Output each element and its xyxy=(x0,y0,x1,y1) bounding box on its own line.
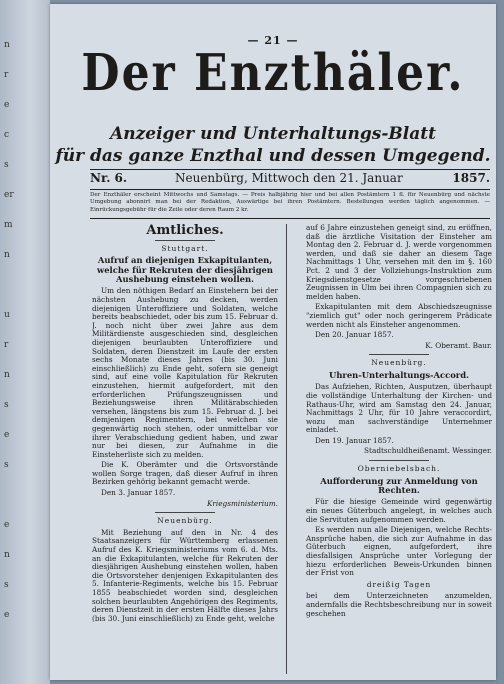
article-signature: Kriegsministerium. xyxy=(206,498,278,508)
article-paragraph: Exkapitulanten mit dem Abschiedszeugnisse "ziemlich gut" oder noch geringerem Prädicate werden nicht als Einsteher angenommen. xyxy=(306,302,492,329)
subtitle-line-1: Anzeiger und Unterhaltungs-Blatt xyxy=(110,124,436,144)
article-paragraph: Mit Beziehung auf den in Nr. 4 des Staatsanzeigers für Württemberg erlassenen Aufruf des K. Kriegsministeriums vom 6. d. Mts. an die Exkapitulanten, welche für Rekruten der diesjährigen Aushebung einstehen wollen, haben die Ortsvorsteher denjenigen Exkapitulanten des 5. Infanterie-Regiments, welche bis 15. Februar 1855 beabschiedet worden sind, desgleichen solchen beurlaubten Angehörigen des Regiments, deren Dienstzeit in der ersten Hälfte dieses Jahrs (bis 30. Juni einschließlich) zu Ende geht, welche xyxy=(92,527,278,623)
gutter-text-fragment: n xyxy=(4,250,10,260)
article-signature: Stadtschuldheißenamt. Wessinger. xyxy=(364,446,492,456)
article-paragraph: Es werden nun alle Diejenigen, welche Rechts-Ansprüche haben, die sich zur Aufnahme in das Güterbuch eignen, aufgefordert, ihre diesfallsigen Ansprüche unter Vorlegung der hiezu erforderlichen Beweis-Urkunden binnen der Frist von xyxy=(306,525,492,578)
gutter-text-fragment: n xyxy=(4,550,10,560)
gutter-text-fragment: s xyxy=(4,580,9,590)
page-number: — 21 — xyxy=(247,34,299,47)
article-paragraph: Um den nöthigen Bedarf an Einstehern bei der nächsten Aushebung zu decken, werden diejenigen Unteroffiziere und Soldaten, welche bereits beabschiedet, oder bis zum 15. Februar d. J. noch nicht über zwei Jahre aus dem Militärdienste ausgeschieden sind, desgleichen diejenigen beurlaubten Unteroffiziere und Soldaten, deren Dienstzeit im Laufe der ersten sechs Monate dieses Jahres (bis 30. Juni einschließlich) zu Ende geht, sofern sie geneigt sind, auf eine volle Kapitulation für Rekruten einzustehen, hiermit aufgefordert, mit den erforderlichen Prüfungszeugnissen und Beziehungsweise ihren Militärabschieden versehen, längstens bis zum 15. Februar d. J. bei demjenigen Regimentern, bei welchen sie gegenwärtig noch stehen, oder unmittelbar vor ihrer Verabschiedung gedient haben, und zwar nur bei diesen, zur Aufnahme in die Einsteherliste sich zu melden. xyxy=(92,286,278,459)
issue-number: Nr. 6. xyxy=(90,171,128,185)
article-date: Den 20. Januar 1857. xyxy=(315,330,394,340)
article-date: Den 3. Januar 1857. xyxy=(101,488,176,498)
gutter-text-fragment: s xyxy=(4,460,9,470)
gutter-text-fragment: r xyxy=(4,70,9,80)
deadline-line: dreißig Tagen xyxy=(366,579,432,589)
article-date: Den 19. Januar 1857. xyxy=(315,435,394,445)
place-heading: Stuttgart. xyxy=(161,243,209,253)
gutter-text-fragment: u xyxy=(4,310,10,320)
article-title: Aufruf an diejenigen Exkapitulanten, welche für Rekruten der diesjährigen Aushebung einstehen wollen. xyxy=(97,255,273,284)
article-paragraph: auf 6 Jahre einzustehen geneigt sind, zu eröffnen, daß die ärztliche Visitation der Einsteher am Montag den 2. Februar d. J. werde vorgenommen werden, und daß sie daher an diesem Tage Nachmittags 1 Uhr, versehen mit den im §. 160 Pct. 2 und 3 der Vollziehungs-Instruktion zum Kriegsdienstgesetze vorgeschriebenen Zeugnissen in Ulm bei ihren Compagnien sich zu melden haben. xyxy=(306,224,492,301)
left-column xyxy=(92,224,278,674)
header-rule-bottom xyxy=(90,218,490,219)
article-title: Aufforderung zur Anmeldung von Rechten. xyxy=(320,475,478,496)
publication-notice: Der Enzthäler erscheint Mittwochs und Samstags. — Preis halbjährig hier und bei allen Postämtern 1 fl. für Neuenbürg und nächste Umgebung abonnirt man bei der Redaktion, Auswärtige bei ihren Postämtern. Bestellungen werden täglich angenommen. — Einrückungsgebühr für die Zeile oder deren Raum 2 kr. xyxy=(90,192,490,213)
gutter-text-fragment: er xyxy=(4,190,14,200)
issue-info-bar xyxy=(90,171,490,189)
section-rule xyxy=(155,240,215,241)
section-heading: Amtliches. xyxy=(146,224,224,238)
newspaper-page xyxy=(50,4,496,680)
place-heading: Neuenbürg. xyxy=(157,516,213,526)
gutter-text-fragment: c xyxy=(4,130,10,140)
article-divider xyxy=(369,354,429,355)
place-heading: Oberniebelsbach. xyxy=(357,464,441,474)
gutter-text-fragment: r xyxy=(4,340,9,350)
gutter-text-fragment: s xyxy=(4,400,9,410)
place-heading: Neuenbürg. xyxy=(371,358,427,368)
gutter-text-fragment: s xyxy=(4,160,9,170)
gutter-text-fragment: m xyxy=(4,220,13,230)
masthead: Der Enzthäler. xyxy=(81,44,465,103)
right-column xyxy=(306,224,492,674)
header-rule-mid xyxy=(90,189,490,190)
header-rule-top xyxy=(90,169,490,170)
article-title: Uhren-Unterhaltungs-Accord. xyxy=(329,369,469,380)
article-paragraph: Das Aufziehen, Richten, Ausputzen, überhaupt die vollständige Unterhaltung der Kirchen- und Rathaus-Uhr, wird am Samstag den 24. Januar, Nachmittags 2 Uhr, für 10 Jahre veraccordirt, wozu man sachverständige Unternehmer einladet. xyxy=(306,382,492,435)
gutter-text-fragment: n xyxy=(4,370,10,380)
gutter-text-fragment: e xyxy=(4,610,10,620)
article-paragraph: bei dem Unterzeichneten anzumelden, andernfalls die Rechtsbeschreibung nur in soweit geschehen xyxy=(306,591,492,618)
article-divider xyxy=(155,512,215,513)
issue-year: 1857. xyxy=(452,171,490,185)
gutter-text-fragment: e xyxy=(4,430,10,440)
article-paragraph: Die K. Oberämter und die Ortsvorstände wollen Sorge tragen, daß dieser Aufruf in ihren Bezirken gehörig bekannt gemacht werde. xyxy=(92,460,278,487)
article-paragraph: Für die hiesige Gemeinde wird gegenwärtig ein neues Güterbuch angelegt, in welches auch die Servituten aufgenommen werden. xyxy=(306,497,492,524)
column-separator xyxy=(286,224,287,674)
gutter-text-fragment: n xyxy=(4,40,10,50)
binding-gutter xyxy=(0,0,50,684)
subtitle-line-2: für das ganze Enzthal und dessen Umgegend. xyxy=(55,146,491,166)
article-signature: K. Oberamt. Baur. xyxy=(425,340,492,350)
gutter-text-fragment: e xyxy=(4,520,10,530)
place-date: Neuenbürg, Mittwoch den 21. Januar xyxy=(175,171,403,185)
article-divider xyxy=(369,460,429,461)
gutter-text-fragment: e xyxy=(4,100,10,110)
